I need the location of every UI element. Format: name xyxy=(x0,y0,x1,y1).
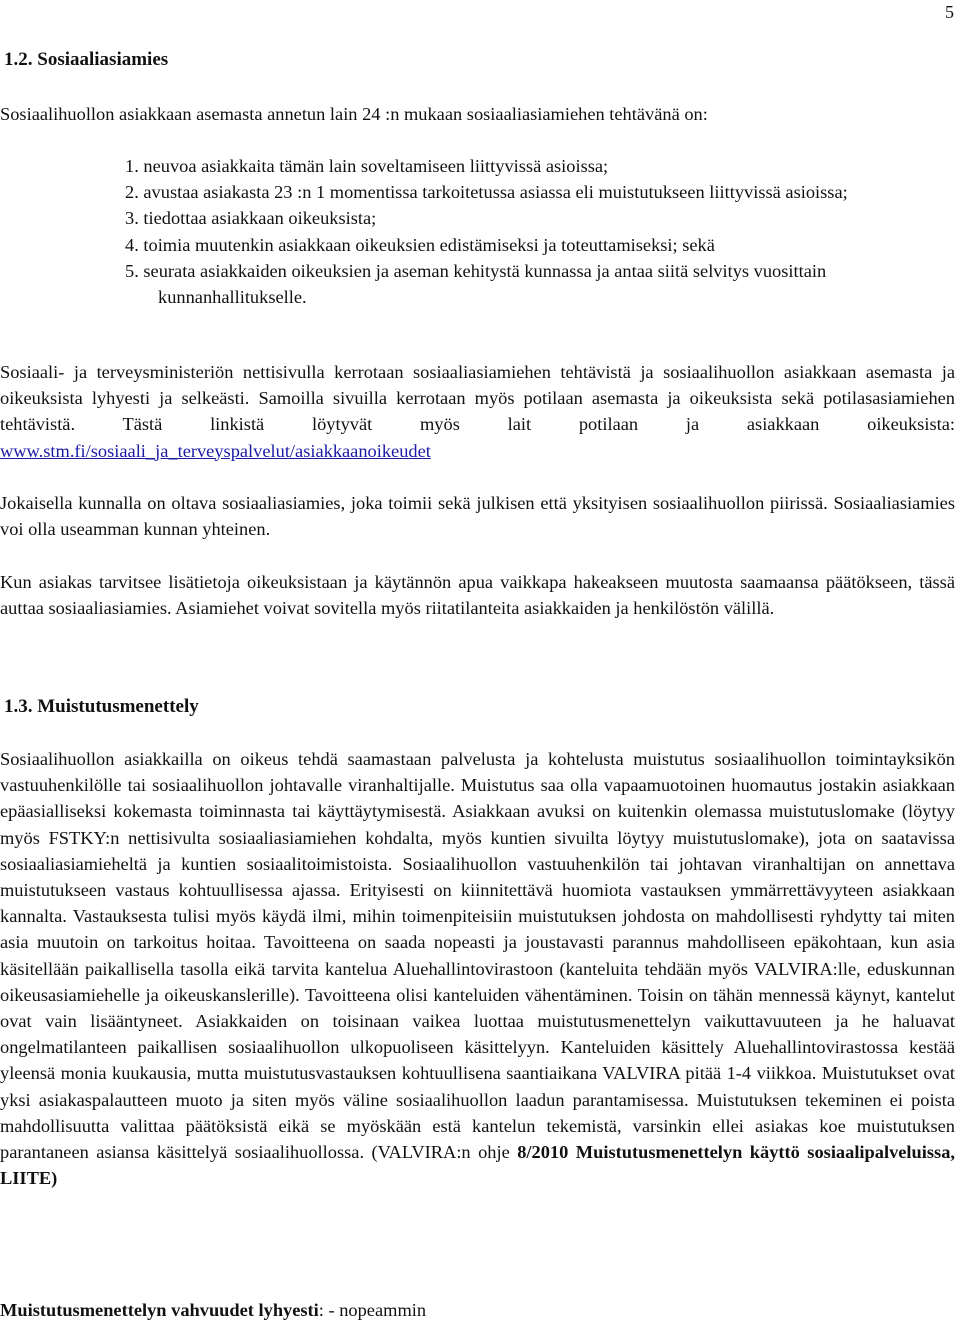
complaint-procedure-text: Sosiaalihuollon asiakkailla on oikeus tehdä saamastaan palvelusta ja kohtelusta muistutus sosiaalihuollon toimintayksikön vastuuhenkilölle tai sosiaalihuollon johtavalle viranhaltijalle. Muistutus saa olla vapaamuotoinen huomautus jostakin asiakkaan epäasialliseksi kokemasta toiminnasta tai käyttäytymisestä. Asiakkaan avuksi on kuitenkin olemassa muistutuslomake (löytyy myös FSTKY:n nettisivulta sosiaaliasiamiehen kohdalta, myös kuntien sivuilta löytyy muistutuslomake), jota on saatavissa sosiaaliasiamieheltä ja kuntien sosiaalitoimistoista. Sosiaalihuollon vastuuhenkilön tai johtavan viranhaltijan on annettava muistutukseen vastaus kohtuullisessa ajassa. Erityisesti on kiinnitettävä huomiota vastauksen ymmärrettävyyteen asiakkaan kannalta. Vastauksesta tulisi myös käydä ilmi, mihin toimenpiteisiin muistutuksen johdosta on mahdollisesti ryhdytty tai miten asia muutoin on tarkoitus hoitaa. Tavoitteena on saada nopeasti ja joustavasti parannus mahdolliseen epäkohtaan, kun asia käsitellään paikallisella tasolla eikä tarvita kantelua Aluehallintovirastoon (kanteluita tehdään myös VALVIRA:lle, eduskunnan oikeusasiamiehelle ja oikeuskanslerille). Tavoitteena olisi kanteluiden vähentäminen. Toisin on tähän mennessä käynyt, kantelut ovat vain lisääntyneet. Asiakkaiden on toisinaan vaikea luottaa muistutusmenettelyn vaikuttavuuteen ja he haluavat ongelmatilanteen paikallisen sosiaalihuollon ulkopuoliseen käsittelyyn. Kanteluiden käsittely Aluehallintovirastossa kestää yleensä monia kuukausia, mutta muistutusvastauksen kohtuullisena saantiaikana VALVIRA pitää 1-4 viikkoa. Muistutukset ovat yksi asiakaspalautteen muoto ja siten myös väline sosiaalihuollon laadun parantamisessa. Muistutuksen tekeminen ei poista mahdollisuutta valittaa päätöksistä eikä se myöskään estä kantelun tekemistä, varsinkin ellei asiakas koe muistutuksen parantaneen asiansa käsittelyä sosiaalihuollossa. (VALVIRA:n ohje xyxy=(0,749,955,1163)
list-item: 3. tiedottaa asiakkaan oikeuksista; xyxy=(125,208,377,229)
stm-paragraph xyxy=(0,359,955,464)
strengths-first-item: : - nopeammin xyxy=(318,1300,427,1320)
strengths-line xyxy=(0,1297,955,1323)
help-paragraph: Kun asiakas tarvitsee lisätietoja oikeuksistaan ja käytännön apua vaikkapa hakeakseen muutosta saamaansa päätökseen, tässä auttaa sosiaaliasiamies. Asiamiehet voivat sovitella myös riitatilanteita asiakkaiden ja henkilöstön välillä. xyxy=(0,572,955,619)
stm-link[interactable]: www.stm.fi/sosiaali_ja_terveyspalvelut/asiakkaanoikeudet xyxy=(0,440,431,461)
list-item: 5. seurata asiakkaiden oikeuksien ja aseman kehitystä kunnassa ja antaa siitä selvitys vuosittain kunnanhallitukselle. xyxy=(125,260,827,308)
list-item: 1. neuvoa asiakkaita tämän lain soveltamiseen liittyvissä asioissa; xyxy=(125,156,609,176)
duties-list xyxy=(125,153,955,310)
intro-paragraph: Sosiaalihuollon asiakkaan asemasta annetun lain 24 :n mukaan sosiaaliasiamiehen tehtävänä on: xyxy=(0,104,708,124)
stm-paragraph-text: Sosiaali- ja terveysministeriön nettisivulla kerrotaan sosiaaliasiamiehen tehtävistä ja sosiaalihuollon asiakkaan asemasta ja oikeuksista lyhyesti ja selkeästi. Samoilla sivuilla kerrotaan myös potilaan asemasta ja oikeuksista sekä potilasasiamiehen tehtävistä. Tästä linkistä löytyvät myös lait potilaan ja asiakkaan oikeuksista: xyxy=(0,362,955,435)
section-heading-muistutusmenettely: 1.3. Muistutusmenettely xyxy=(4,696,199,717)
guide-reference: 8/2010 Muistutusmenettelyn käyttö sosiaalipalveluissa, LIITE) xyxy=(0,1142,955,1189)
municipality-paragraph: Jokaisella kunnalla on oltava sosiaaliasiamies, joka toimii sekä julkisen että yksityisen sosiaalihuollon piirissä. Sosiaaliasiamies voi olla useamman kunnan yhteinen. xyxy=(0,493,955,540)
complaint-procedure-paragraph xyxy=(0,746,955,1191)
list-item: 2. avustaa asiakasta 23 :n 1 momentissa tarkoitetussa asiassa eli muistutukseen liittyvissä asioissa; xyxy=(125,182,848,203)
strengths-label: Muistutusmenettelyn vahvuudet lyhyesti xyxy=(0,1300,319,1320)
list-item: 4. toimia muutenkin asiakkaan oikeuksien edistämiseksi ja toteuttamiseksi; sekä xyxy=(125,234,715,255)
section-heading-sosiaaliasiamies: 1.2. Sosiaaliasiamies xyxy=(4,49,169,70)
page-number: 5 xyxy=(945,2,954,22)
